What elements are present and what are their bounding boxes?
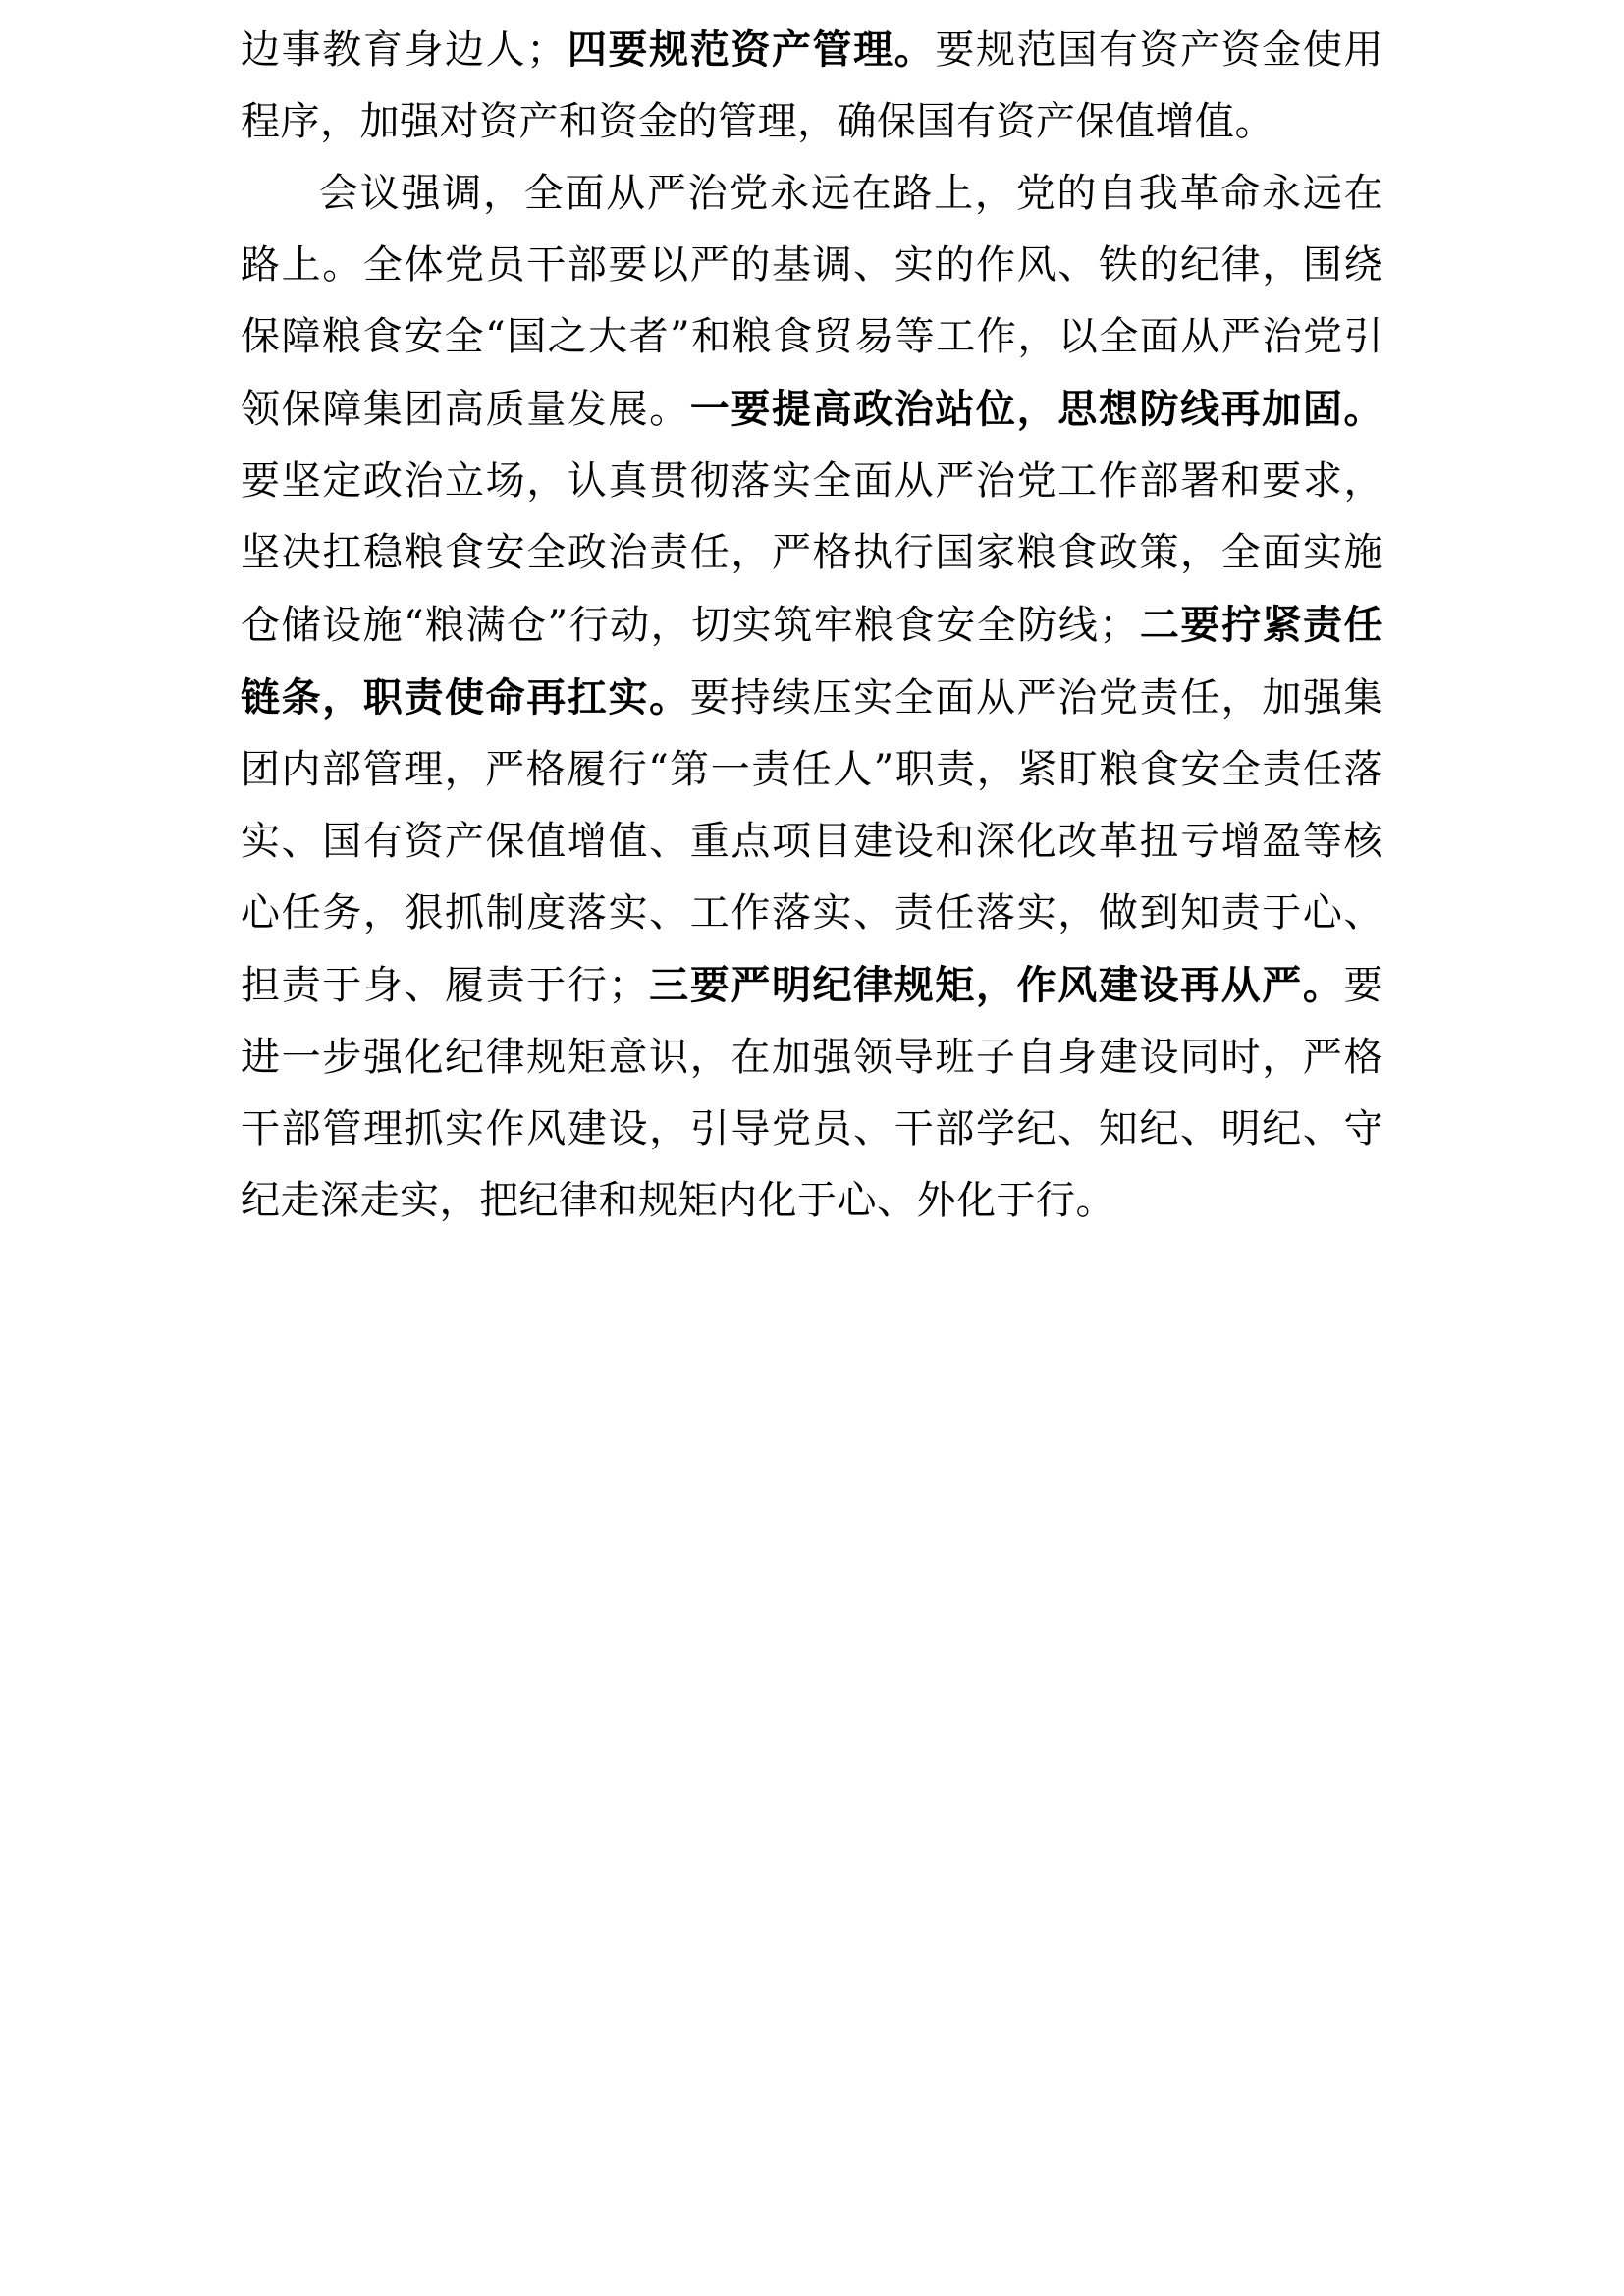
text-run: 要规范国有资产资金使用程序，加强对资产和资金的管理，确保国有资产保值增值。	[241, 27, 1384, 144]
emphasis-run: 三要严明纪律规矩，作风建设再从严。	[648, 962, 1344, 1008]
document-body	[241, 0, 1383, 1237]
text-run: 会议强调，全面从严治党永远在路上，党的自我革命永远在路上。全体党员干部要以严的基调、实的作风、铁的纪律，围绕保障粮食安全“国之大者”和粮食贸易等工作，以全面从严治党引领保障集团高质量发展。	[241, 171, 1383, 432]
paragraph-asset-management	[241, 14, 1383, 158]
paragraph-meeting-emphasis	[241, 158, 1383, 1237]
text-run: 要持续压实全面从严治党责任，加强集团内部管理，严格履行“第一责任人”职责，紧盯粮食安全责任落实、国有资产保值增值、重点项目建设和深化改革扭亏增盈等核心任务，狠抓制度落实、工作落实、责任落实，做到知责于心、担责于身、履责于行；	[241, 675, 1384, 1008]
text-run: 要坚定政治立场，认真贯彻落实全面从严治党工作部署和要求，坚决扛稳粮食安全政治责任，严格执行国家粮食政策，全面实施仓储设施“粮满仓”行动，切实筑牢粮食安全防线；	[241, 458, 1383, 648]
emphasis-run: 一要提高政治站位，思想防线再加固。	[689, 386, 1384, 432]
emphasis-run: 二要拧紧责任链条，职责使命再扛实。	[241, 602, 1384, 721]
text-run: 要进一步强化纪律规矩意识，在加强领导班子自身建设同时，严格干部管理抓实作风建设，引导党员、干部学纪、知纪、明纪、守纪走深走实，把纪律和规矩内化于心、外化于行。	[241, 963, 1383, 1223]
emphasis-run: 四要规范资产管理。	[566, 27, 936, 73]
text-run: 边事教育身边人；	[241, 27, 567, 73]
